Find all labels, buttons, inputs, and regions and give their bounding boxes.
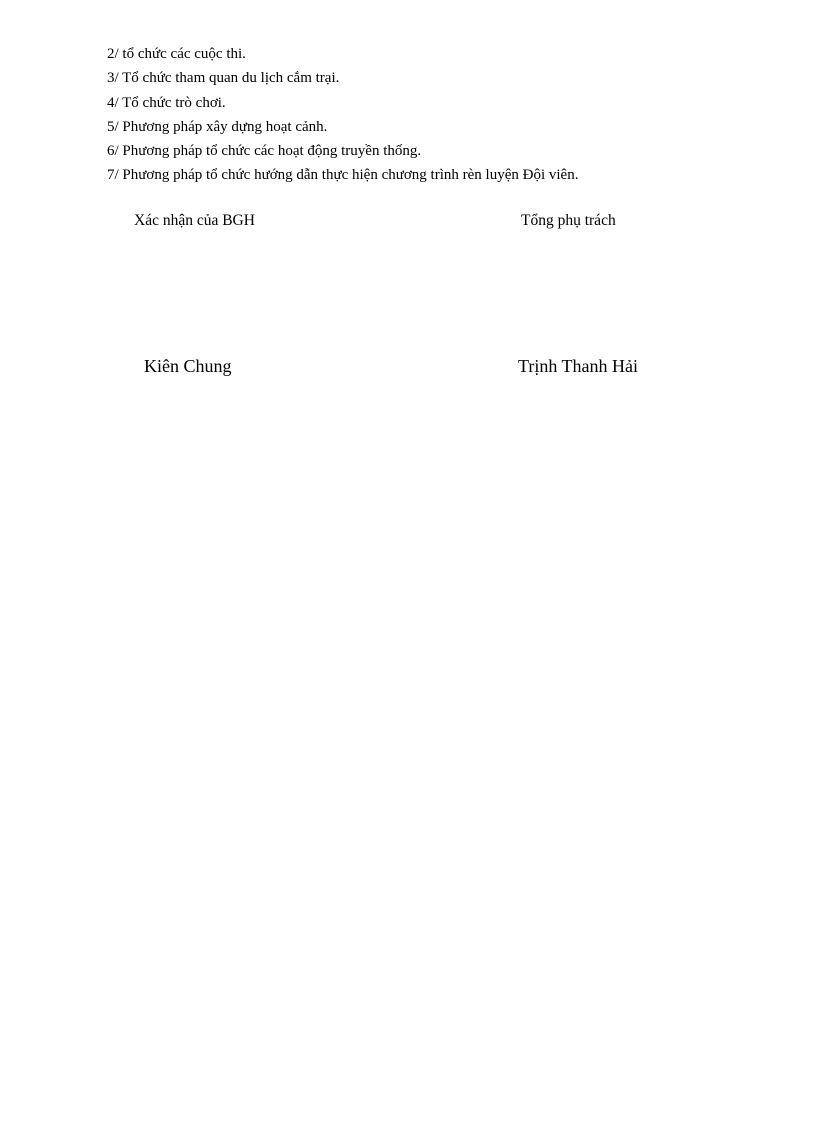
list-item: 5/ Phương pháp xây dựng hoạt cảnh. [107,118,328,135]
list-item: 7/ Phương pháp tổ chức hướng dẫn thực hiện chương trình rèn luyện Đội viên. [107,167,579,184]
list-item: 2/ tổ chức các cuộc thi. [107,46,246,62]
signature-name: Kiên Chung [144,356,232,376]
signature-name: Trịnh Thanh Hải [518,356,639,376]
signature-block-left [134,211,255,378]
signature-title: Tổng phụ trách [521,212,616,229]
program-list [107,42,578,188]
list-item: 4/ Tổ chức trò chơi. [107,94,226,111]
list-item: 6/ Phương pháp tổ chức các hoạt động truyền thống. [107,143,422,160]
list-item: 3/ Tổ chức tham quan du lịch cắm trại. [107,70,340,87]
signature-title: Xác nhận của BGH [134,212,255,229]
signature-block-right [518,211,639,378]
